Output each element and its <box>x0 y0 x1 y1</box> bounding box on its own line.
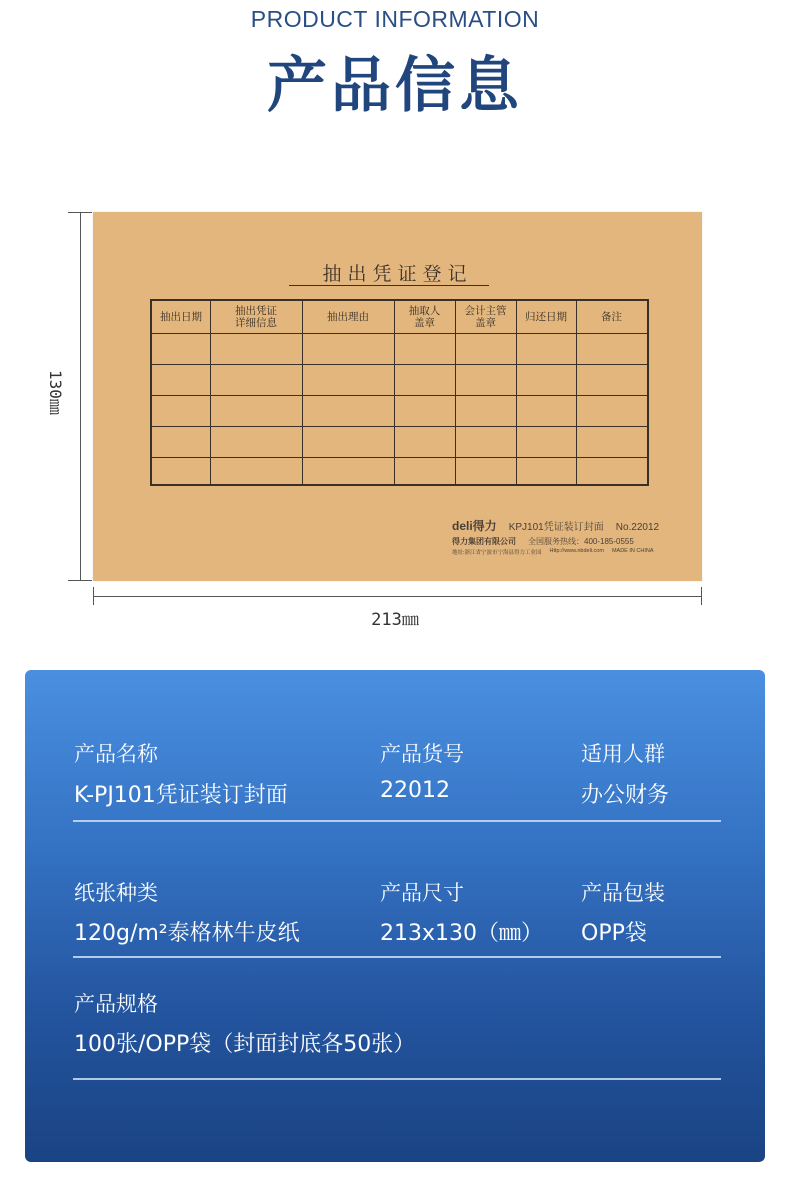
table-header-cell: 归还日期 <box>525 311 567 323</box>
product-sku-label: 产品货号 <box>380 742 464 766</box>
info-divider <box>73 956 721 958</box>
product-spec-label: 产品规格 <box>74 992 158 1016</box>
width-dimension-line <box>93 596 702 597</box>
envelope-address: 地址:浙江省宁波市宁海县得力工业园 <box>452 550 542 556</box>
height-dimension-line <box>80 212 81 581</box>
product-name-label: 产品名称 <box>74 742 158 766</box>
product-envelope-image <box>93 212 702 581</box>
packaging-value: OPP袋 <box>581 921 647 946</box>
product-size-value: 213x130（㎜） <box>380 921 544 946</box>
envelope-brand-block <box>452 517 659 556</box>
envelope-website: Http://www.nbdeli.com <box>549 548 604 554</box>
table-row-divider <box>152 364 647 365</box>
product-name-value: K-PJ101凭证装订封面 <box>74 783 288 808</box>
product-sku-value: 22012 <box>380 778 450 803</box>
width-dimension-label: 213㎜ <box>371 610 419 630</box>
table-row-divider <box>152 426 647 427</box>
deli-logo: deli得力 <box>452 519 497 533</box>
product-spec-value: 100张/OPP袋（封面封底各50张） <box>74 1032 416 1057</box>
envelope-company: 得力集团有限公司 <box>452 537 516 546</box>
table-header-cell: 抽出凭证 详细信息 <box>235 305 277 329</box>
height-dimension-cap-bottom <box>68 580 92 581</box>
table-row-divider <box>152 457 647 458</box>
product-size-label: 产品尺寸 <box>380 881 464 905</box>
envelope-hotline: 全国服务热线：400-185-0555 <box>528 537 634 546</box>
product-info-panel <box>25 670 765 1162</box>
envelope-register-table <box>150 299 649 486</box>
table-row-divider <box>152 333 647 334</box>
table-header-cell: 抽出理由 <box>327 311 369 323</box>
height-dimension-label: 130㎜ <box>46 370 65 415</box>
width-dimension-cap-right <box>701 587 702 605</box>
target-users-value: 办公财务 <box>581 783 670 808</box>
table-row-divider <box>152 395 647 396</box>
paper-type-value: 120g/m²泰格林牛皮纸 <box>74 921 300 946</box>
envelope-title: 抽出凭证登记 <box>322 263 473 285</box>
envelope-number: No.22012 <box>615 522 660 533</box>
height-dimension-cap-top <box>68 212 92 213</box>
packaging-label: 产品包装 <box>581 881 665 905</box>
envelope-title-underline <box>289 285 489 286</box>
table-header-cell: 会计主管 盖章 <box>464 305 507 329</box>
info-divider <box>73 1078 721 1080</box>
table-header-cell: 备注 <box>601 311 622 323</box>
envelope-made-in: MADE IN CHINA <box>611 548 654 554</box>
envelope-model: KPJ101凭证装订封面 <box>508 522 604 533</box>
width-dimension-cap-left <box>93 587 94 605</box>
table-header-cell: 抽取人 盖章 <box>408 305 441 329</box>
header-title-en: PRODUCT INFORMATION <box>250 6 540 32</box>
paper-type-label: 纸张种类 <box>74 881 158 905</box>
header-title-cn: 产品信息 <box>267 51 523 121</box>
info-divider <box>73 820 721 822</box>
target-users-label: 适用人群 <box>581 742 665 766</box>
table-header-cell: 抽出日期 <box>160 311 202 323</box>
